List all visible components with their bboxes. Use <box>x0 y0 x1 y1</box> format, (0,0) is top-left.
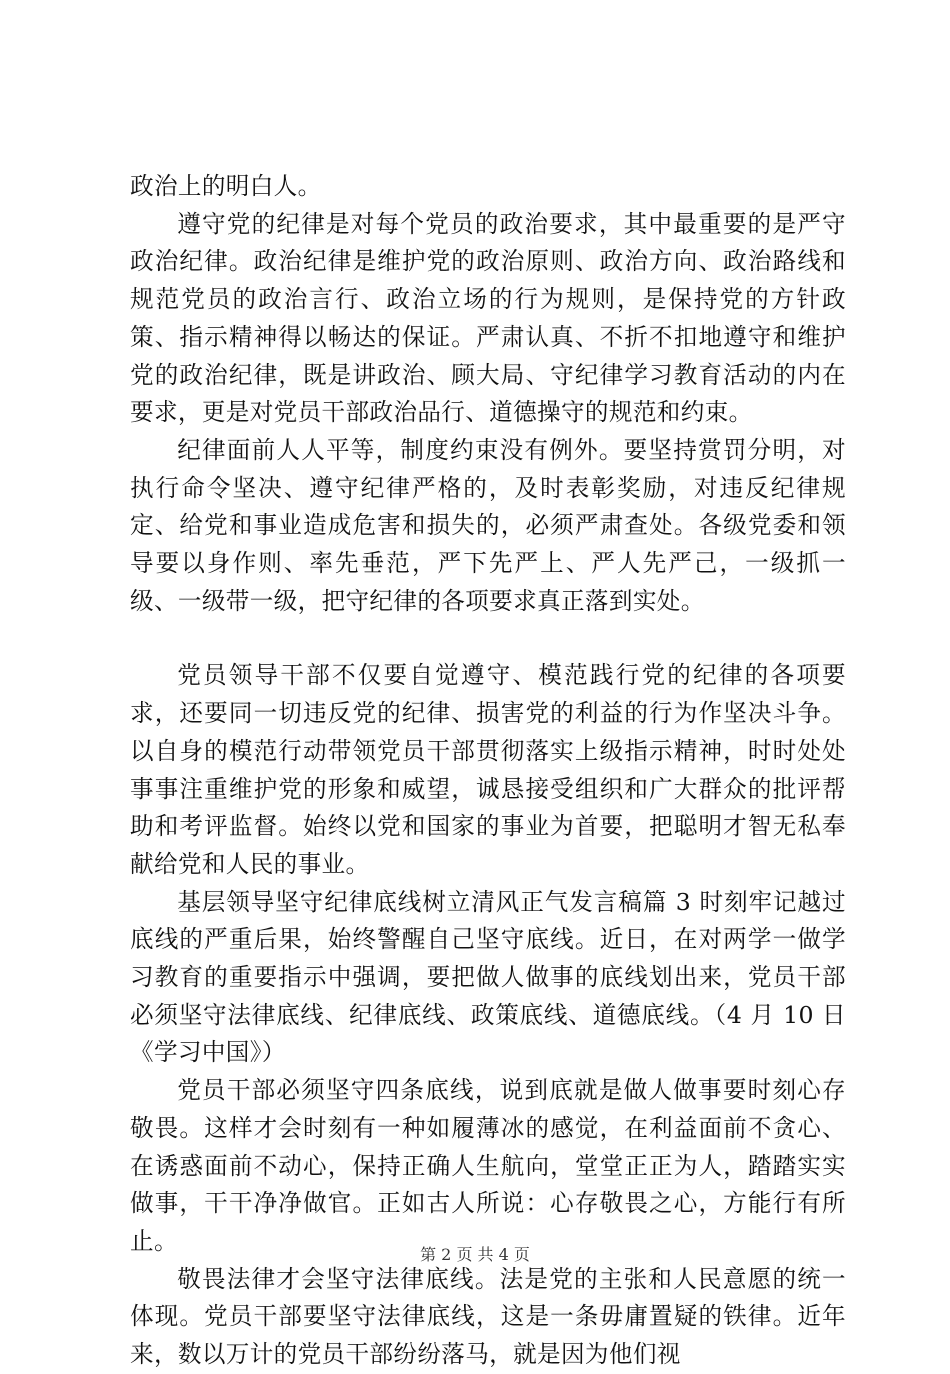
paragraph-political-discipline: 遵守党的纪律是对每个党员的政治要求，其中最重要的是严守政治纪律。政治纪律是维护党的政治原则、政治方向、政治路线和规范党员的政治言行、政治立场的行为规则，是保持党的方针政策、指示精神得以畅达的保证。严肃认真、不折不扣地遵守和维护党的政治纪律，既是讲政治、顾大局、守纪律学习教育活动的内在要求，更是对党员干部政治品行、道德操守的规范和约束。 <box>130 209 846 427</box>
paragraph-leading-cadres: 党员领导干部不仅要自觉遵守、模范践行党的纪律的各项要求，还要同一切违反党的纪律、损害党的利益的行为作坚决斗争。以自身的模范行动带领党员干部贯彻落实上级指示精神，时时处处事事注重维护党的形象和威望，诚恳接受组织和广大群众的批评帮助和考评监督。始终以党和国家的事业为首要，把聪明才智无私奉献给党和人民的事业。 <box>130 661 846 878</box>
page-footer: 第 2 页 共 4 页 <box>420 1245 530 1264</box>
document-body <box>130 168 846 1374</box>
paragraph-equality-before-discipline: 纪律面前人人平等，制度约束没有例外。要坚持赏罚分明，对执行命令坚决、遵守纪律严格的，及时表彰奖励，对违反纪律规定、给党和事业造成危害和损失的，必须严肃查处。各级党委和领导要以身作则、率先垂范，严下先严上、严人先严己，一级抓一级、一级带一级，把守纪律的各项要求真正落到实处。 <box>130 435 846 615</box>
paragraph-continuation: 政治上的明白人。 <box>130 172 322 200</box>
paragraph-four-bottom-lines: 党员干部必须坚守四条底线，说到底就是做人做事要时刻心存敬畏。这样才会时刻有一种如履薄冰的感觉，在利益面前不贪心、在诱惑面前不动心，保持正确人生航向，堂堂正正为人，踏踏实实做事，干干净净做官。正如古人所说：心存敬畏之心，方能行有所止。 <box>130 1076 846 1255</box>
paragraph-respect-law: 敬畏法律才会坚守法律底线。法是党的主张和人民意愿的统一体现。党员干部要坚守法律底线，这是一条毋庸置疑的铁律。近年来，数以万计的党员干部纷纷落马，就是因为他们视 <box>130 1264 846 1369</box>
paragraph-bottom-line-speech: 基层领导坚守纪律底线树立清风正气发言稿篇 3 时刻牢记越过底线的严重后果，始终警醒自己坚守底线。近日，在对两学一做学习教育的重要指示中强调，要把做人做事的底线划出来，党员干部必须坚守法律底线、纪律底线、政策底线、道德底线。（4 月 10 日《学习中国》） <box>130 887 846 1067</box>
